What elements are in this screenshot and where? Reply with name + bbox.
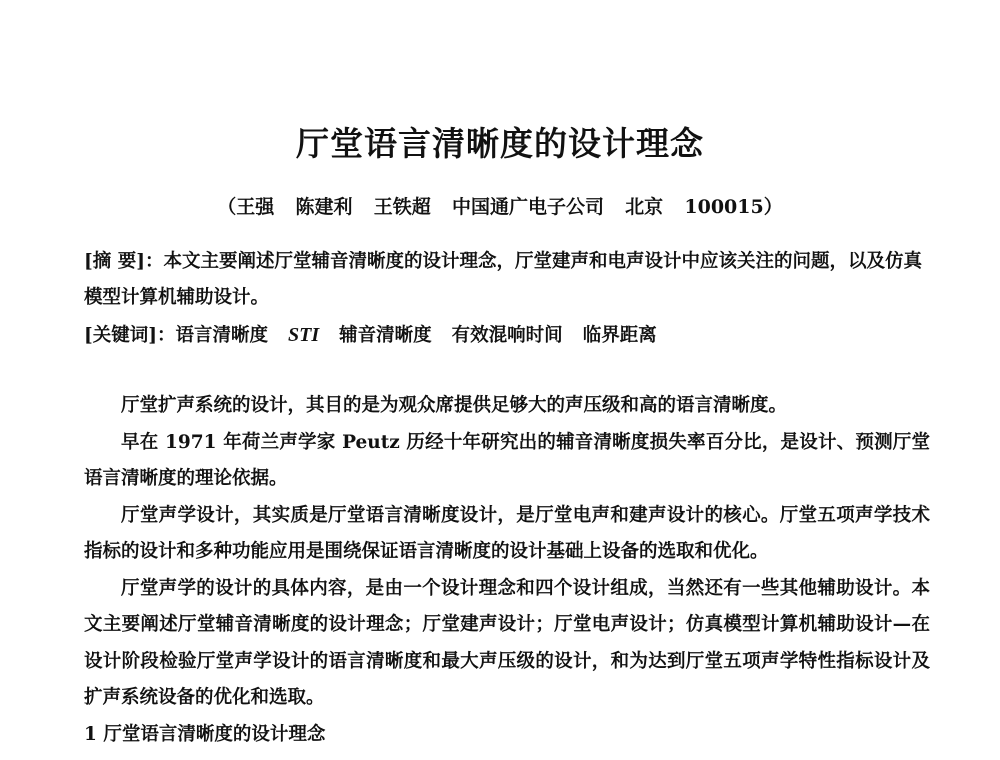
abstract-text: 本文主要阐述厅堂辅音清晰度的设计理念，厅堂建声和电声设计中应该关注的问题，以及仿真模型计算机辅助设计。 — [84, 251, 922, 308]
keywords — [84, 317, 930, 354]
abstract-label: [摘 要]： — [84, 251, 164, 272]
keyword-item: 有效混响时间 — [451, 325, 563, 346]
section-title: 厅堂语言清晰度的设计理念 — [103, 723, 326, 745]
keyword-item: 临界距离 — [582, 325, 657, 346]
section-heading — [84, 717, 930, 754]
keyword-item: 语言清晰度 — [175, 325, 269, 346]
body-paragraph: 早在 1971 年荷兰声学家 Peutz 历经十年研究出的辅音清晰度损失率百分比，是设计、预测厅堂语言清晰度的理论依据。 — [84, 431, 930, 489]
body-paragraph: 厅堂声学的设计的具体内容，是由一个设计理念和四个设计组成，当然还有一些其他辅助设计。本文主要阐述厅堂辅音清晰度的设计理念；厅堂建声设计；厅堂电声设计；仿真模型计算机辅助设计—在设计阶段检验厅堂声学设计的语言清晰度和最大声压级的设计，和为达到厅堂五项声学特性指标设计及扩声系统设备的优化和选取。 — [84, 577, 930, 708]
body-paragraph: 厅堂扩声系统的设计，其目的是为观众席提供足够大的声压级和高的语言清晰度。 — [121, 395, 788, 416]
abstract — [84, 244, 930, 316]
section-number: 1 — [84, 723, 97, 745]
body-text — [84, 388, 930, 753]
keywords-label: [关键词]： — [84, 325, 176, 346]
paper-title: 厅堂语言清晰度的设计理念 — [296, 124, 704, 163]
author-affiliation-line: （王强 陈建利 王铁超 中国通广电子公司 北京 100015） — [217, 196, 783, 218]
keyword-item: STI — [288, 324, 320, 346]
keyword-item: 辅音清晰度 — [339, 325, 432, 346]
body-paragraph: 厅堂声学设计，其实质是厅堂语言清晰度设计，是厅堂电声和建声设计的核心。厅堂五项声学技术指标的设计和多种功能应用是围绕保证语言清晰度的设计基础上设备的选取和优化。 — [84, 504, 930, 562]
